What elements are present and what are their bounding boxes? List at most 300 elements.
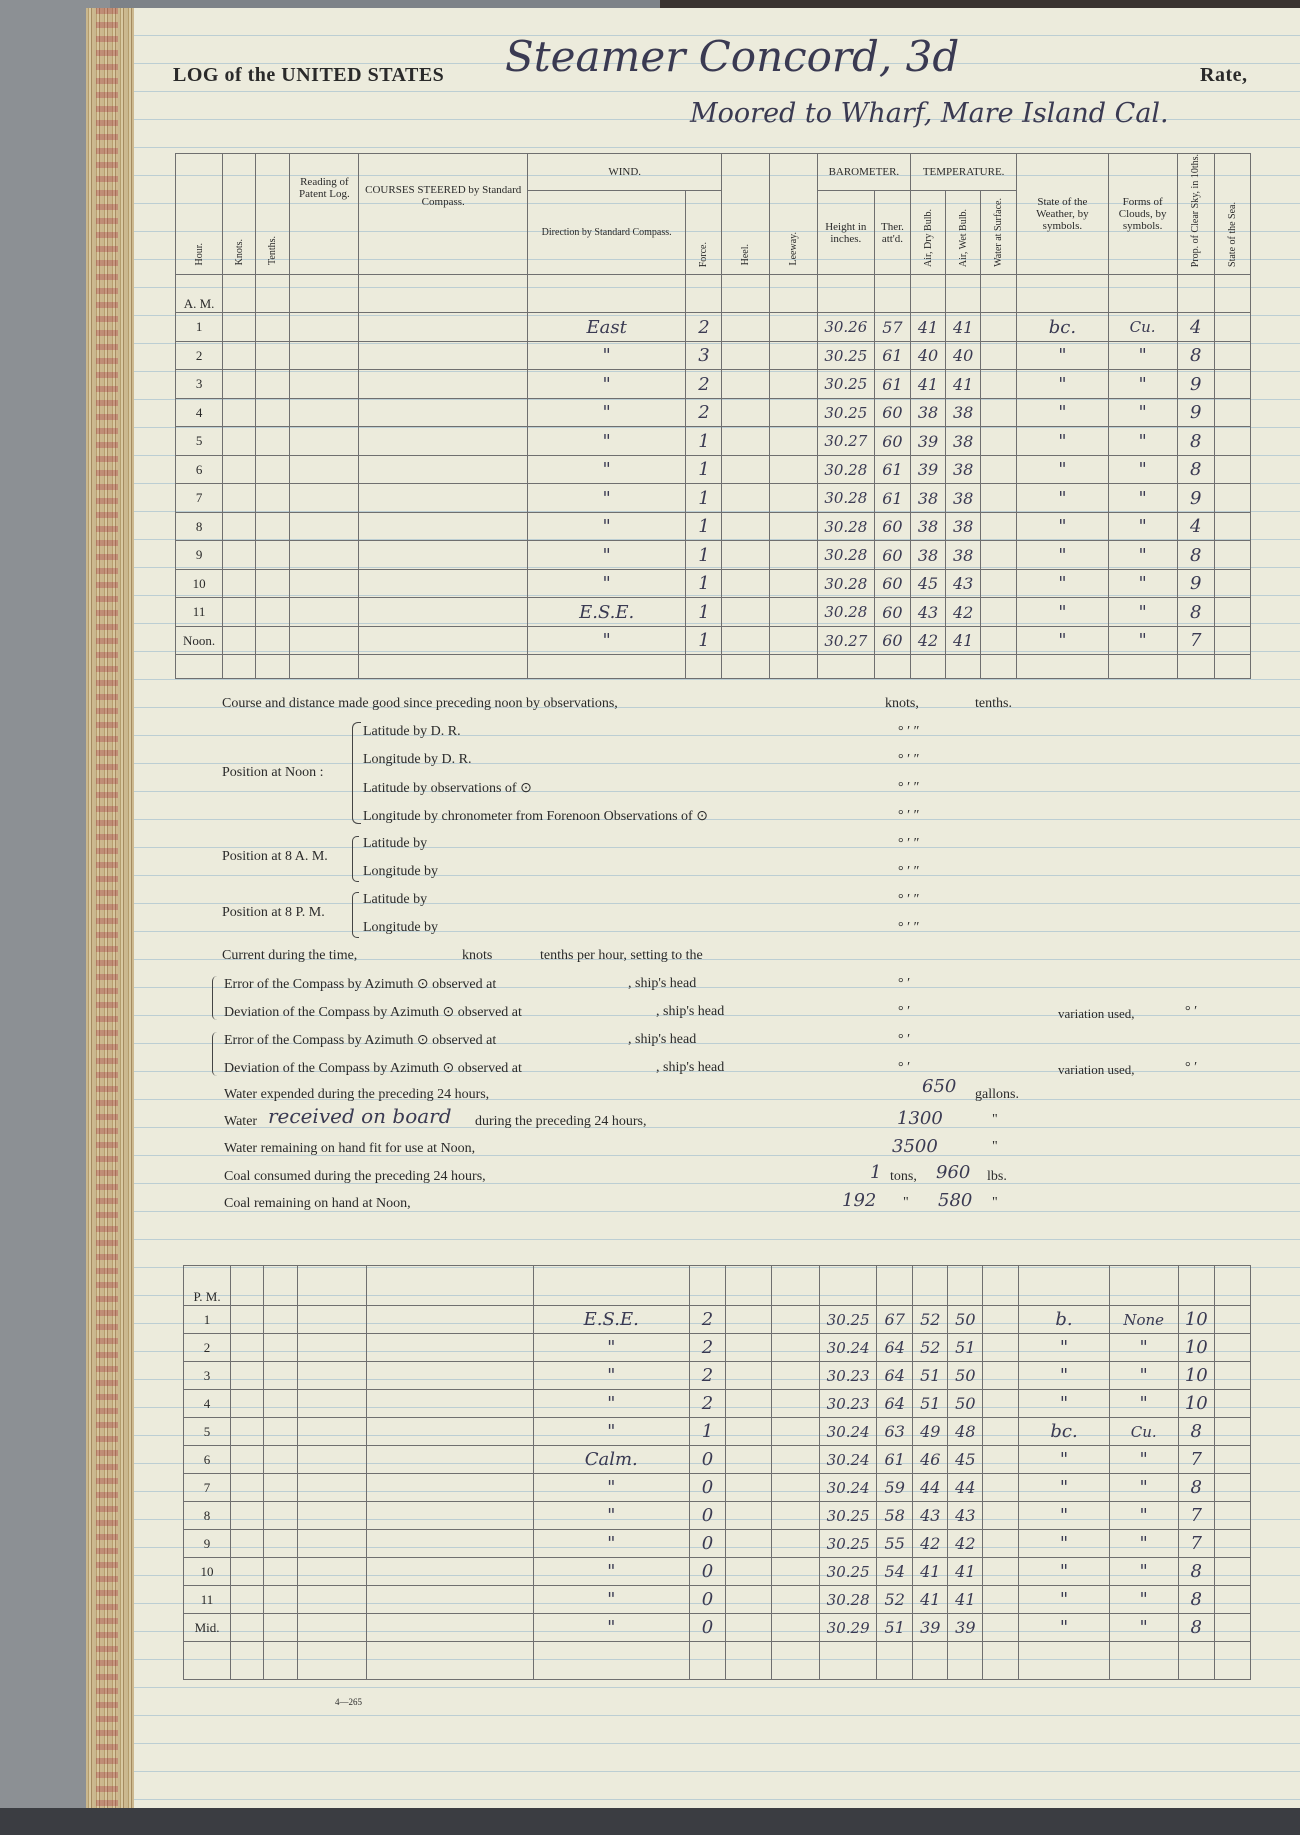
pm-cell-sky: 10 (1178, 1334, 1214, 1362)
brace-8am (352, 836, 359, 882)
pm-cell-force: 0 (689, 1502, 725, 1530)
lbs-label: lbs. (987, 1169, 1007, 1184)
pm-cell-height: 30.29 (820, 1614, 877, 1642)
am-cell-courses (359, 341, 527, 370)
am-log-row (176, 484, 1251, 513)
am-cell-height: 30.28 (817, 455, 874, 484)
pm-cell-tenths (264, 1586, 298, 1614)
pm-cell-tenths (264, 1418, 298, 1446)
am-cell-height: 30.25 (817, 370, 874, 399)
col-barometer: BAROMETER. (817, 154, 910, 191)
am-cell-clouds: Cu. (1108, 313, 1177, 342)
am-label-cell (1108, 275, 1177, 313)
am-cell-ther: 60 (874, 512, 910, 541)
am-cell-dry: 38 (910, 398, 945, 427)
am-cell-weather: " (1017, 370, 1108, 399)
am-cell-clouds: " (1108, 484, 1177, 513)
am-cell-hour: 7 (176, 484, 223, 513)
pm-cell-sea (1214, 1418, 1250, 1446)
pm-cell-wet: 48 (948, 1418, 983, 1446)
am-cell-courses (359, 398, 527, 427)
coal-remaining-ditto-2: " (992, 1195, 998, 1210)
am-cell-weather: bc. (1017, 313, 1108, 342)
water-expended-label: Water expended during the preceding 24 hours, (224, 1087, 490, 1102)
am-cell-dry: 41 (910, 370, 945, 399)
pm-cell-leeway (772, 1558, 820, 1586)
am-label-cell (256, 275, 290, 313)
am-empty-cell (1017, 655, 1108, 679)
pm-cell-tenths (264, 1558, 298, 1586)
am-cell-sky: 9 (1177, 398, 1214, 427)
pm-cell-hour: 1 (184, 1306, 231, 1334)
am-cell-dry: 38 (910, 484, 945, 513)
col-clouds: Forms of Clouds, by symbols. (1108, 154, 1177, 275)
variation-used-1: variation used, (1058, 1006, 1135, 1021)
pm-cell-wet: 44 (948, 1474, 983, 1502)
pm-cell-clouds: " (1109, 1530, 1178, 1558)
am-cell-force: 1 (686, 541, 722, 570)
water-remaining-value: 3500 (892, 1136, 938, 1157)
am-log-row (176, 427, 1251, 456)
am-label-cell (527, 275, 685, 313)
am-cell-patent (290, 484, 359, 513)
am-cell-courses (359, 455, 527, 484)
am-cell-weather: " (1017, 512, 1108, 541)
pm-cell-patent (298, 1362, 367, 1390)
am-cell-clouds: " (1108, 455, 1177, 484)
am-cell-force: 2 (686, 313, 722, 342)
pm-cell-courses (367, 1530, 533, 1558)
col-hour: Hour. (193, 242, 205, 266)
pm-cell-sky: 8 (1178, 1586, 1214, 1614)
am-cell-force: 1 (686, 427, 722, 456)
am-cell-water (981, 455, 1017, 484)
lat-8pm-label: Latitude by (363, 892, 428, 907)
pm-cell-dir: E.S.E. (533, 1306, 689, 1334)
am-cell-wet: 38 (946, 398, 981, 427)
pm-cell-clouds: " (1109, 1474, 1178, 1502)
am-cell-ther: 60 (874, 398, 910, 427)
pm-cell-hour: Mid. (184, 1614, 231, 1642)
position-8pm-label: Position at 8 P. M. (222, 905, 325, 920)
am-cell-ther: 61 (874, 455, 910, 484)
am-cell-knots (223, 341, 256, 370)
pm-label-cell (264, 1266, 298, 1306)
pm-cell-heel (725, 1334, 771, 1362)
pm-cell-patent (298, 1334, 367, 1362)
pm-label-cell (298, 1266, 367, 1306)
am-cell-dir: " (527, 541, 685, 570)
am-cell-clouds: " (1108, 512, 1177, 541)
am-log-row (176, 541, 1251, 570)
pm-cell-force: 0 (689, 1474, 725, 1502)
pm-cell-sea (1214, 1446, 1250, 1474)
am-cell-sky: 8 (1177, 455, 1214, 484)
pm-cell-leeway (772, 1334, 820, 1362)
am-cell-courses (359, 512, 527, 541)
pm-cell-tenths (264, 1306, 298, 1334)
pm-cell-weather: b. (1019, 1306, 1109, 1334)
am-cell-courses (359, 569, 527, 598)
am-cell-sea (1214, 512, 1250, 541)
water-received-ditto: " (992, 1112, 998, 1127)
pm-label-cell (820, 1266, 877, 1306)
water-received-handwritten: received on board (268, 1104, 452, 1128)
deviation-compass-2-dm: ° ′ (898, 1060, 911, 1075)
pm-cell-water (983, 1530, 1019, 1558)
pm-cell-force: 0 (689, 1558, 725, 1586)
pm-cell-force: 0 (689, 1446, 725, 1474)
am-empty-cell (223, 655, 256, 679)
pm-cell-dry: 41 (913, 1558, 948, 1586)
am-cell-courses (359, 626, 527, 655)
am-cell-force: 1 (686, 626, 722, 655)
pm-cell-weather: " (1019, 1446, 1109, 1474)
am-cell-courses (359, 313, 527, 342)
pm-cell-water (983, 1390, 1019, 1418)
pm-cell-knots (231, 1306, 264, 1334)
pm-cell-tenths (264, 1390, 298, 1418)
pm-log-row (184, 1586, 1251, 1614)
pm-cell-weather: " (1019, 1558, 1109, 1586)
pm-cell-weather: " (1019, 1530, 1109, 1558)
am-cell-tenths (256, 512, 290, 541)
am-cell-leeway (769, 598, 817, 627)
variation-used-2: variation used, (1058, 1062, 1135, 1077)
deviation-compass-1: Deviation of the Compass by Azimuth ⊙ observed at (224, 1005, 522, 1020)
pm-cell-leeway (772, 1446, 820, 1474)
am-cell-heel (722, 427, 769, 456)
am-cell-hour: 5 (176, 427, 223, 456)
pm-cell-sky: 8 (1178, 1558, 1214, 1586)
am-cell-heel (722, 398, 769, 427)
pm-cell-patent (298, 1474, 367, 1502)
pm-cell-knots (231, 1558, 264, 1586)
am-cell-water (981, 626, 1017, 655)
pm-cell-courses (367, 1334, 533, 1362)
pm-cell-force: 0 (689, 1586, 725, 1614)
pm-cell-weather: " (1019, 1586, 1109, 1614)
pm-cell-clouds: " (1109, 1446, 1178, 1474)
am-cell-force: 1 (686, 598, 722, 627)
pm-cell-water (983, 1502, 1019, 1530)
pm-cell-sky: 10 (1178, 1390, 1214, 1418)
coal-consumed-label: Coal consumed during the preceding 24 hours, (224, 1169, 486, 1184)
pm-label-cell (772, 1266, 820, 1306)
pm-cell-sea (1214, 1586, 1250, 1614)
pm-cell-force: 1 (689, 1418, 725, 1446)
pm-cell-heel (725, 1390, 771, 1418)
pm-cell-height: 30.24 (820, 1418, 877, 1446)
pm-cell-dir: " (533, 1418, 689, 1446)
course-knots-label: knots, (885, 696, 919, 711)
am-cell-leeway (769, 569, 817, 598)
col-air-wet: Air, Wet Bulb. (957, 209, 969, 268)
col-knots: Knots. (233, 238, 245, 266)
am-cell-force: 3 (686, 341, 722, 370)
am-cell-force: 2 (686, 370, 722, 399)
coal-remaining-label: Coal remaining on hand at Noon, (224, 1196, 411, 1211)
am-bottom-row (176, 655, 1251, 679)
pm-empty-cell (983, 1642, 1019, 1680)
am-cell-height: 30.28 (817, 484, 874, 513)
am-cell-sky: 9 (1177, 569, 1214, 598)
am-cell-dir: " (527, 370, 685, 399)
am-label-cell (359, 275, 527, 313)
pm-cell-dir: Calm. (533, 1446, 689, 1474)
am-cell-heel (722, 370, 769, 399)
am-cell-dir: " (527, 341, 685, 370)
pm-cell-dry: 51 (913, 1390, 948, 1418)
am-cell-dry: 41 (910, 313, 945, 342)
pm-cell-weather: " (1019, 1362, 1109, 1390)
am-cell-tenths (256, 398, 290, 427)
pm-cell-height: 30.24 (820, 1446, 877, 1474)
am-cell-heel (722, 341, 769, 370)
am-cell-wet: 41 (946, 313, 981, 342)
pm-cell-leeway (772, 1418, 820, 1446)
am-cell-force: 1 (686, 569, 722, 598)
am-cell-sea (1214, 427, 1250, 456)
lat-dr-label: Latitude by D. R. (363, 724, 461, 739)
pm-cell-sky: 7 (1178, 1502, 1214, 1530)
pm-cell-sea (1214, 1362, 1250, 1390)
pm-cell-height: 30.25 (820, 1558, 877, 1586)
am-cell-leeway (769, 626, 817, 655)
ships-head-4: , ship's head (656, 1060, 725, 1075)
pm-cell-wet: 45 (948, 1446, 983, 1474)
pm-cell-clouds: " (1109, 1614, 1178, 1642)
am-cell-dir: " (527, 512, 685, 541)
am-cell-sky: 4 (1177, 512, 1214, 541)
am-cell-height: 30.27 (817, 626, 874, 655)
pm-cell-hour: 6 (184, 1446, 231, 1474)
pm-label-cell (367, 1266, 533, 1306)
col-tenths: Tenths. (267, 236, 279, 266)
am-cell-leeway (769, 313, 817, 342)
pm-cell-courses (367, 1362, 533, 1390)
am-cell-ther: 61 (874, 341, 910, 370)
pm-cell-tenths (264, 1334, 298, 1362)
col-patent-log: Reading of Patent Log. (290, 154, 359, 275)
ships-head-2: , ship's head (656, 1004, 725, 1019)
am-cell-dir: " (527, 427, 685, 456)
pm-empty-cell (533, 1642, 689, 1680)
gallons-label: gallons. (975, 1087, 1019, 1102)
pm-cell-leeway (772, 1306, 820, 1334)
am-cell-wet: 43 (946, 569, 981, 598)
pm-cell-ther: 51 (877, 1614, 913, 1642)
am-cell-height: 30.25 (817, 398, 874, 427)
pm-cell-dir: " (533, 1530, 689, 1558)
col-ther-attd: Ther. att'd. (874, 191, 910, 275)
am-cell-sky: 7 (1177, 626, 1214, 655)
am-cell-ther: 60 (874, 598, 910, 627)
am-cell-sea (1214, 370, 1250, 399)
pm-cell-sky: 7 (1178, 1446, 1214, 1474)
coal-consumed-tons: 1 (870, 1162, 882, 1183)
long-8pm-label: Longitude by (363, 920, 439, 935)
am-cell-courses (359, 427, 527, 456)
am-cell-weather: " (1017, 484, 1108, 513)
am-cell-heel (722, 484, 769, 513)
pm-empty-cell (1178, 1642, 1214, 1680)
am-empty-cell (176, 655, 223, 679)
am-cell-knots (223, 626, 256, 655)
pm-cell-clouds: " (1109, 1334, 1178, 1362)
am-cell-dry: 45 (910, 569, 945, 598)
col-clear-sky: Prop. of Clear Sky, in 10ths. (1190, 154, 1202, 268)
lat-8pm-dms: ° ′ ″ (898, 892, 920, 907)
pm-cell-height: 30.23 (820, 1362, 877, 1390)
pm-label-cell (877, 1266, 913, 1306)
pm-cell-knots (231, 1334, 264, 1362)
pm-cell-knots (231, 1362, 264, 1390)
am-cell-wet: 38 (946, 427, 981, 456)
course-distance-label: Course and distance made good since preceding noon by observations, (222, 696, 618, 711)
deviation-compass-2: Deviation of the Compass by Azimuth ⊙ observed at (224, 1061, 522, 1076)
pm-cell-heel (725, 1446, 771, 1474)
am-empty-cell (946, 655, 981, 679)
deviation-compass-1-dm: ° ′ (898, 1004, 911, 1019)
am-empty-cell (1108, 655, 1177, 679)
am-label-cell (290, 275, 359, 313)
pm-cell-courses (367, 1586, 533, 1614)
am-label-cell (874, 275, 910, 313)
pm-cell-sky: 8 (1178, 1474, 1214, 1502)
am-body (176, 275, 1251, 679)
am-cell-tenths (256, 626, 290, 655)
am-label-cell (1017, 275, 1108, 313)
pm-cell-patent (298, 1390, 367, 1418)
pm-cell-tenths (264, 1474, 298, 1502)
am-cell-hour: 8 (176, 512, 223, 541)
am-cell-dir: East (527, 313, 685, 342)
pm-cell-height: 30.24 (820, 1334, 877, 1362)
am-cell-wet: 38 (946, 455, 981, 484)
pm-cell-wet: 43 (948, 1502, 983, 1530)
pm-cell-patent (298, 1586, 367, 1614)
pm-cell-patent (298, 1306, 367, 1334)
pm-cell-dry: 46 (913, 1446, 948, 1474)
pm-label-cell (1214, 1266, 1250, 1306)
am-cell-courses (359, 484, 527, 513)
col-leeway: Leeway. (787, 231, 799, 266)
am-cell-patent (290, 541, 359, 570)
pm-empty-cell (877, 1642, 913, 1680)
pm-cell-wet: 39 (948, 1614, 983, 1642)
col-wind: WIND. (527, 154, 722, 191)
pm-empty-cell (1019, 1642, 1109, 1680)
am-cell-weather: " (1017, 341, 1108, 370)
am-cell-courses (359, 370, 527, 399)
pm-cell-courses (367, 1474, 533, 1502)
am-log-row (176, 398, 1251, 427)
pm-empty-cell (948, 1642, 983, 1680)
am-empty-cell (981, 655, 1017, 679)
long-8pm-dms: ° ′ ″ (898, 920, 920, 935)
am-cell-clouds: " (1108, 626, 1177, 655)
pm-cell-heel (725, 1530, 771, 1558)
pm-cell-knots (231, 1474, 264, 1502)
am-cell-wet: 42 (946, 598, 981, 627)
pm-cell-patent (298, 1418, 367, 1446)
am-cell-dry: 39 (910, 427, 945, 456)
pm-cell-sea (1214, 1502, 1250, 1530)
col-air-dry: Air, Dry Bulb. (922, 209, 934, 268)
pm-log-table (183, 1265, 1251, 1680)
am-cell-tenths (256, 427, 290, 456)
pm-cell-sea (1214, 1334, 1250, 1362)
water-remaining-label: Water remaining on hand fit for use at Noon, (224, 1141, 476, 1156)
pm-cell-wet: 50 (948, 1306, 983, 1334)
pm-cell-sea (1214, 1390, 1250, 1418)
am-cell-patent (290, 455, 359, 484)
pm-log-row (184, 1558, 1251, 1586)
am-cell-dry: 40 (910, 341, 945, 370)
pm-cell-dry: 42 (913, 1530, 948, 1558)
pm-cell-heel (725, 1586, 771, 1614)
pm-cell-dir: " (533, 1614, 689, 1642)
am-cell-heel (722, 626, 769, 655)
am-cell-water (981, 370, 1017, 399)
am-cell-wet: 38 (946, 484, 981, 513)
am-cell-sea (1214, 541, 1250, 570)
am-label-cell (946, 275, 981, 313)
pm-cell-courses (367, 1614, 533, 1642)
am-cell-heel (722, 313, 769, 342)
pm-empty-cell (725, 1642, 771, 1680)
pm-cell-patent (298, 1502, 367, 1530)
pm-cell-sky: 10 (1178, 1362, 1214, 1390)
pm-label-cell (913, 1266, 948, 1306)
pm-cell-leeway (772, 1390, 820, 1418)
long-chron-dms: ° ′ ″ (898, 808, 920, 823)
am-cell-clouds: " (1108, 427, 1177, 456)
am-cell-wet: 38 (946, 541, 981, 570)
am-cell-knots (223, 455, 256, 484)
am-empty-cell (874, 655, 910, 679)
am-log-row (176, 455, 1251, 484)
am-cell-sky: 8 (1177, 341, 1214, 370)
lat-obs-dms: ° ′ ″ (898, 780, 920, 795)
am-cell-clouds: " (1108, 370, 1177, 399)
pm-empty-cell (913, 1642, 948, 1680)
pm-cell-heel (725, 1418, 771, 1446)
am-cell-dir: " (527, 569, 685, 598)
am-cell-hour: Noon. (176, 626, 223, 655)
pm-empty-cell (184, 1642, 231, 1680)
am-cell-ther: 57 (874, 313, 910, 342)
pm-empty-cell (820, 1642, 877, 1680)
am-cell-tenths (256, 541, 290, 570)
col-water-surface: Water at Surface. (993, 198, 1005, 268)
pm-cell-sky: 8 (1178, 1614, 1214, 1642)
pm-cell-force: 2 (689, 1306, 725, 1334)
pm-cell-force: 2 (689, 1390, 725, 1418)
long-8am-dms: ° ′ ″ (898, 864, 920, 879)
am-empty-cell (290, 655, 359, 679)
pm-cell-sky: 7 (1178, 1530, 1214, 1558)
am-cell-sky: 9 (1177, 484, 1214, 513)
pm-cell-ther: 52 (877, 1586, 913, 1614)
lat-obs-label: Latitude by observations of ⊙ (363, 781, 532, 796)
am-cell-hour: 2 (176, 341, 223, 370)
pm-cell-height: 30.25 (820, 1502, 877, 1530)
pm-cell-courses (367, 1446, 533, 1474)
am-cell-sea (1214, 455, 1250, 484)
pm-cell-leeway (772, 1502, 820, 1530)
